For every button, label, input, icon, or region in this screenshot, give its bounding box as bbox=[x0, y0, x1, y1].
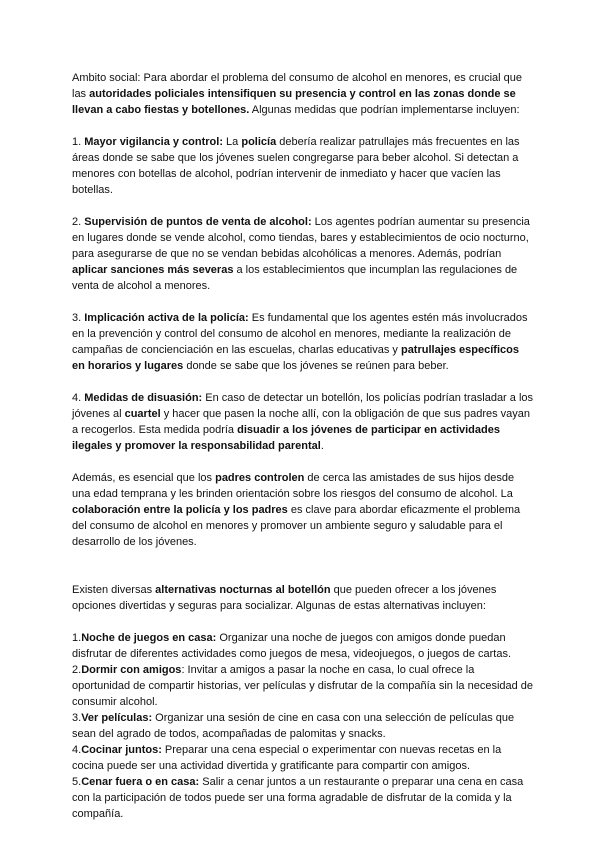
text-run: En caso de detectar un botellón, los policías podrían trasladar a los jóvenes al bbox=[72, 392, 534, 420]
text-run: Salir a cenar juntos a un restaurante o preparar una cena en casa con la participación de todos puede ser una forma agradable de disfrutar de la comida y la compañía. bbox=[72, 776, 524, 820]
text-run: Organizar una sesión de cine en casa con una selección de películas que sean del agrado de todos, acompañadas de palomitas y snacks. bbox=[72, 712, 515, 740]
text-run: 2. bbox=[72, 664, 82, 676]
text-run: . bbox=[320, 440, 324, 452]
text-run: Ambito social: Para abordar el problema del consumo de alcohol en menores, es crucial que las bbox=[72, 72, 523, 100]
intro-bold: autoridades policiales intensifiquen su presencia y control en las zonas donde se llevan a cabo fiestas y botellones. bbox=[72, 88, 516, 116]
text-run: 3. bbox=[72, 712, 82, 724]
parents-paragraph bbox=[72, 470, 534, 550]
list-item bbox=[72, 710, 534, 742]
bold-text: Noche de juegos en casa: bbox=[81, 632, 217, 644]
text-run: 3. bbox=[72, 312, 85, 324]
measure-title: Implicación activa de la policía: bbox=[84, 312, 249, 324]
measure-4 bbox=[72, 390, 534, 454]
bold-text: patrullajes específicos en horarios y lugares bbox=[72, 344, 519, 372]
measure-title: Supervisión de puntos de venta de alcohol: bbox=[84, 216, 312, 228]
text-run: 4. bbox=[72, 744, 82, 756]
text-run: y hacer que pasen la noche allí, con la obligación de que sus padres vayan a recogerlos. Esta medida podría bbox=[72, 408, 531, 436]
text-run: 2. bbox=[72, 216, 85, 228]
text-run: Existen diversas bbox=[72, 584, 156, 596]
alternatives-list bbox=[72, 630, 534, 822]
text-run: La bbox=[223, 136, 242, 148]
bold-text: disuadir a los jóvenes de participar en actividades ilegales y promover la responsabilidad parental bbox=[72, 424, 500, 452]
text-run: Los agentes podrían aumentar su presencia en lugares donde se vende alcohol, como tiendas, bares y establecimientos de ocio nocturno, para asegurarse de que no se vendan bebidas alcohólicas a menores. Además, podrían bbox=[72, 216, 530, 260]
text-run: debería realizar patrullajes más frecuentes en las áreas donde se sabe que los jóvenes suelen congregarse para beber alcohol. Si detectan a menores con botellas de alcohol, podrían intervenir de inmediato y hacer que vacíen las botellas. bbox=[72, 136, 520, 196]
text-run: a los establecimientos que incumplan las regulaciones de venta de alcohol a menores. bbox=[72, 264, 518, 292]
text-run: Organizar una noche de juegos con amigos donde puedan disfrutar de diferentes actividades como juegos de mesa, videojuegos, o juegos de cartas. bbox=[72, 632, 512, 660]
text-run: 1. bbox=[72, 632, 82, 644]
text-run: : Invitar a amigos a pasar la noche en casa, lo cual ofrece la oportunidad de compartir historias, ver películas y disfrutar de la compañía sin la necesidad de consumir alcohol. bbox=[72, 664, 534, 708]
text-run: Además, es esencial que los bbox=[72, 472, 216, 484]
measure-1 bbox=[72, 134, 534, 198]
list-item bbox=[72, 742, 534, 774]
measure-title: Mayor vigilancia y control: bbox=[84, 136, 223, 148]
text-run: de cerca las amistades de sus hijos desde una edad temprana y les brinden orientación sobre los riesgos del consumo de alcohol. La bbox=[72, 472, 515, 500]
text-run: Algunas medidas que podrían implementarse incluyen: bbox=[249, 104, 520, 116]
list-item bbox=[72, 662, 534, 710]
document-page bbox=[72, 70, 534, 822]
measure-title: Medidas de disuasión: bbox=[84, 392, 203, 404]
bold-text: Cocinar juntos: bbox=[81, 744, 162, 756]
bold-text: colaboración entre la policía y los padres bbox=[72, 504, 288, 516]
text-run: donde se sabe que los jóvenes se reúnen para beber. bbox=[183, 360, 449, 372]
text-run: 5. bbox=[72, 776, 82, 788]
bold-text: alternativas nocturnas al botellón bbox=[155, 584, 331, 596]
text-run: Es fundamental que los agentes estén más involucrados en la prevención y control del consumo de alcohol en menores, mediante la realización de campañas de concienciación en las escuelas, charlas educativas y bbox=[72, 312, 528, 356]
measure-2 bbox=[72, 214, 534, 294]
bold-text: Ver películas: bbox=[81, 712, 153, 724]
list-item bbox=[72, 630, 534, 662]
text-run: que pueden ofrecer a los jóvenes opciones divertidas y seguras para socializar. Algunas de estas alternativas incluyen: bbox=[72, 584, 497, 612]
bold-text: padres controlen bbox=[215, 472, 305, 484]
text-run: 1. bbox=[72, 136, 85, 148]
intro-paragraph bbox=[72, 70, 534, 118]
list-item bbox=[72, 774, 534, 822]
bold-text: Dormir con amigos bbox=[81, 664, 182, 676]
bold-text: Cenar fuera o en casa: bbox=[81, 776, 200, 788]
bold-text: cuartel bbox=[124, 408, 161, 420]
bold-text: policía bbox=[241, 136, 277, 148]
text-run: es clave para abordar eficazmente el problema del consumo de alcohol en menores y promover un ambiente seguro y saludable para el desarrollo de los jóvenes. bbox=[72, 504, 521, 548]
bold-text: aplicar sanciones más severas bbox=[72, 264, 234, 276]
text-run: Preparar una cena especial o experimentar con nuevas recetas en la cocina puede ser una actividad divertida y gratificante para compartir con amigos. bbox=[72, 744, 502, 772]
alternatives-intro bbox=[72, 582, 534, 614]
text-run: 4. bbox=[72, 392, 85, 404]
measure-3 bbox=[72, 310, 534, 374]
